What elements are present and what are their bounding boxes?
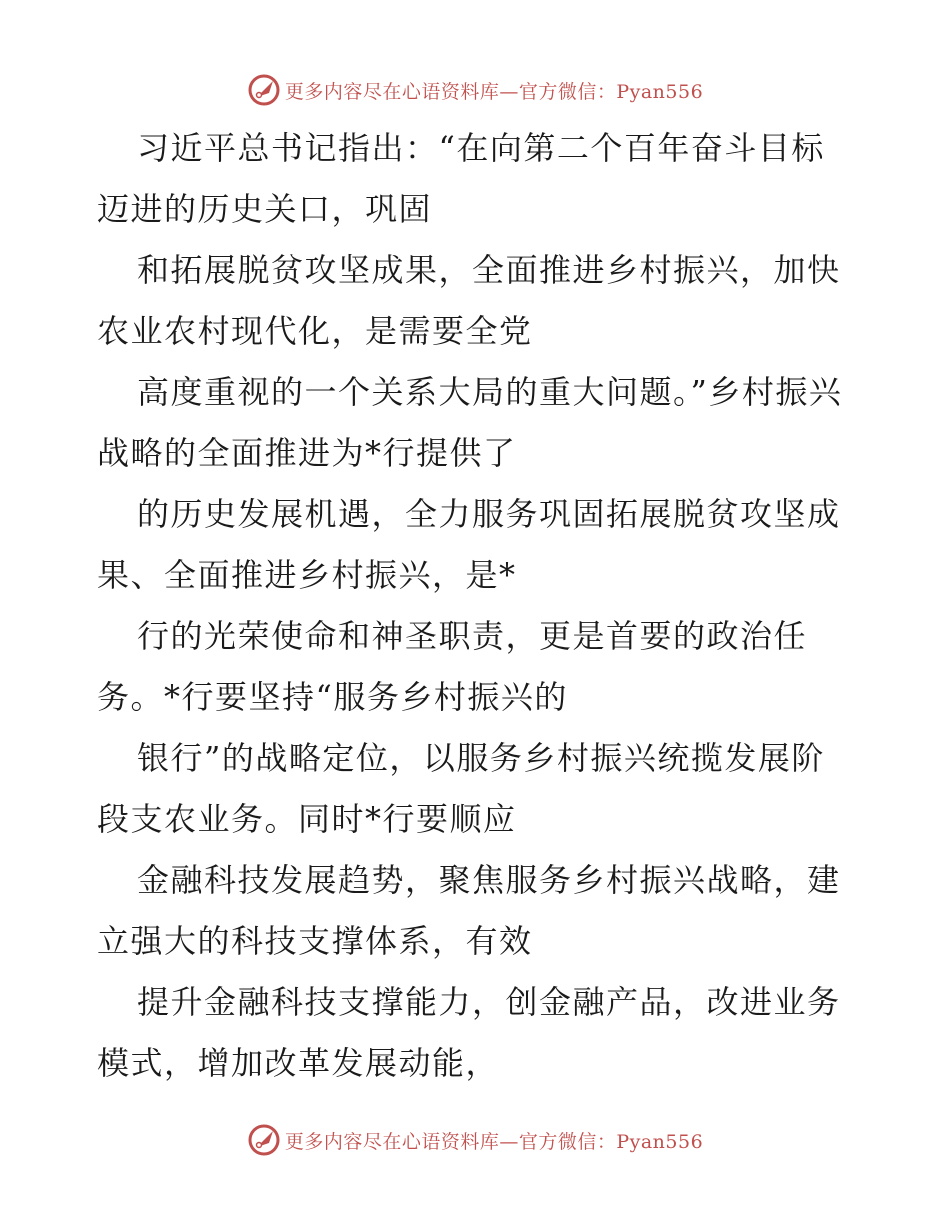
paragraph: 行的光荣使命和神圣职责，更是首要的政治任务。*行要坚持“服务乡村振兴的: [97, 617, 808, 716]
footer-banner-text: 更多内容尽在心语资料库—官方微信：Pyan556: [284, 1130, 704, 1153]
paragraph: 高度重视的一个关系大局的重大问题。”乡村振兴战略的全面推进为*行提供了: [97, 373, 843, 472]
paragraph: 习近平总书记指出：“在向第二个百年奋斗目标迈进的历史关口，巩固: [97, 129, 825, 228]
footer-banner: [0, 1120, 950, 1160]
paragraph: 金融科技发展趋势，聚焦服务乡村振兴战略，建立强大的科技支撑体系，有效: [97, 861, 841, 960]
header-banner: [0, 70, 950, 110]
document-body: [97, 118, 857, 1094]
paragraph: 的历史发展机遇，全力服务巩固拓展脱贫攻坚成果、全面推进乡村振兴，是*: [97, 495, 841, 594]
paragraph: 提升金融科技支撑能力，创金融产品，改进业务模式，增加改革发展动能，: [97, 983, 841, 1082]
quill-circle-logo-icon: [247, 73, 281, 107]
paragraph: 银行”的战略定位，以服务乡村振兴统揽发展阶段支农业务。同时*行要顺应: [97, 739, 825, 838]
paragraph: 和拓展脱贫攻坚成果，全面推进乡村振兴，加快农业农村现代化，是需要全党: [97, 251, 841, 350]
header-banner-text: 更多内容尽在心语资料库—官方微信：Pyan556: [284, 80, 704, 103]
quill-circle-logo-icon: [247, 1123, 281, 1157]
